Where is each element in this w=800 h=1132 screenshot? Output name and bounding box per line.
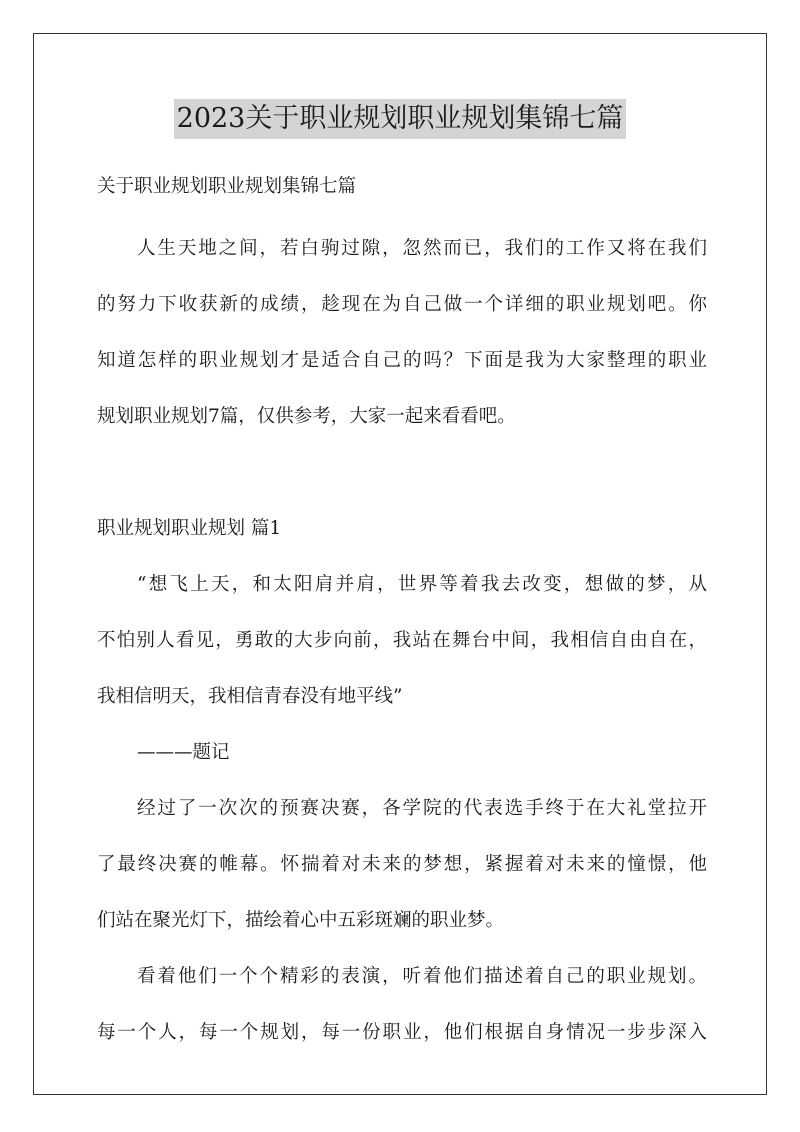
paragraph-line: 每一个人，每一个规划，每一份职业，他们根据自身情况一步步深入 bbox=[97, 1022, 707, 1043]
paragraph-line: 经过了一次次的预赛决赛，各学院的代表选手终于在大礼堂拉开 bbox=[137, 798, 707, 819]
quote-line: “想飞上天，和太阳肩并肩，世界等着我去改变，想做的梦，从 bbox=[137, 574, 707, 595]
epigraph: ———题记 bbox=[137, 742, 230, 763]
document-subtitle: 关于职业规划职业规划集锦七篇 bbox=[97, 176, 357, 197]
blank-line bbox=[97, 445, 707, 501]
section-heading: 职业规划职业规划 篇1 bbox=[97, 518, 282, 539]
intro-line: 人生天地之间，若白驹过隙，忽然而已，我们的工作又将在我们 bbox=[137, 238, 707, 259]
document-body bbox=[97, 165, 707, 1061]
paragraph-line: 了最终决赛的帷幕。怀揣着对未来的梦想，紧握着对未来的憧憬，他 bbox=[97, 854, 707, 875]
intro-line: 的努力下收获新的成绩，趁现在为自己做一个详细的职业规划吧。你 bbox=[97, 294, 707, 315]
paragraph-line: 们站在聚光灯下，描绘着心中五彩斑斓的职业梦。 bbox=[97, 910, 505, 931]
document-title: 2023关于职业规划职业规划集锦七篇 bbox=[174, 99, 627, 139]
intro-line: 规划职业规划7篇，仅供参考，大家一起来看看吧。 bbox=[97, 406, 516, 427]
intro-line: 知道怎样的职业规划才是适合自己的吗？下面是我为大家整理的职业 bbox=[97, 350, 707, 371]
paragraph-line: 看着他们一个个精彩的表演，听着他们描述着自己的职业规划。 bbox=[137, 966, 707, 987]
quote-line: 我相信明天，我相信青春没有地平线” bbox=[97, 686, 403, 707]
quote-line: 不怕别人看见，勇敢的大步向前，我站在舞台中间，我相信自由自在， bbox=[97, 630, 707, 651]
title-container bbox=[0, 99, 800, 139]
